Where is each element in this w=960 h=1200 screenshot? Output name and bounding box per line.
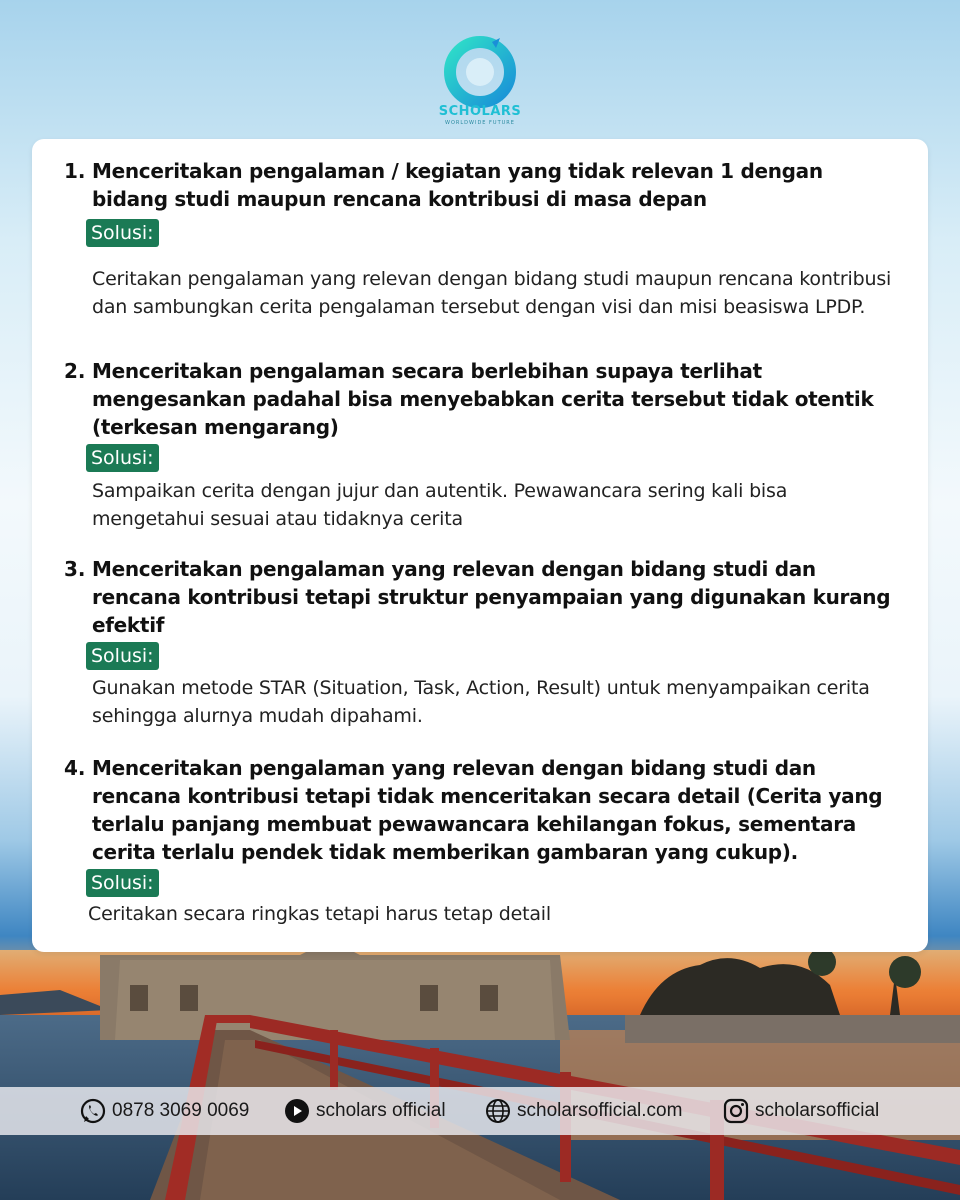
- item-number: 3.: [64, 557, 86, 581]
- contact-bar: [0, 1087, 960, 1135]
- phone-number: 0878 3069 0069: [112, 1100, 250, 1121]
- youtube-contact[interactable]: [284, 1087, 446, 1135]
- item-solution: Ceritakan pengalaman yang relevan dengan bidang studi maupun rencana kontribusi dan sambungkan cerita pengalaman tersebut dengan visi dan misi beasiswa LPDP.: [92, 268, 892, 318]
- item-solution: Gunakan metode STAR (Situation, Task, Action, Result) untuk menyampaikan cerita sehingga alurnya mudah dipahami.: [92, 677, 870, 727]
- youtube-icon: [284, 1098, 310, 1124]
- solution-badge: Solusi:: [86, 869, 159, 897]
- phone-contact[interactable]: [80, 1087, 249, 1135]
- item-number: 2.: [64, 359, 86, 383]
- instagram-icon: [723, 1098, 749, 1124]
- item-number: 1.: [64, 159, 86, 183]
- item-solution: Ceritakan secara ringkas tetapi harus tetap detail: [88, 903, 551, 925]
- instagram-contact[interactable]: [723, 1087, 879, 1135]
- whatsapp-icon: [80, 1098, 106, 1124]
- item-heading: Menceritakan pengalaman secara berlebihan supaya terlihat mengesankan padahal bisa menyebabkan cerita tersebut tidak otentik (terkesan mengarang): [92, 359, 874, 439]
- solution-badge: Solusi:: [86, 642, 159, 670]
- item-heading: Menceritakan pengalaman yang relevan dengan bidang studi dan rencana kontribusi tetapi tidak menceritakan secara detail (Cerita yang terlalu panjang membuat pewawancara kehilangan fokus, sementara cerita terlalu pendek tidak memberikan gambaran yang cukup).: [92, 756, 883, 864]
- item-solution: Sampaikan cerita dengan jujur dan autentik. Pewawancara sering kali bisa mengetahui sesuai atau tidaknya cerita: [92, 480, 788, 530]
- item-heading: Menceritakan pengalaman yang relevan dengan bidang studi dan rencana kontribusi tetapi struktur penyampaian yang digunakan kurang efektif: [92, 557, 891, 637]
- item-number: 4.: [64, 756, 86, 780]
- content-card: [32, 139, 928, 952]
- solution-badge: Solusi:: [86, 219, 159, 247]
- item-heading: Menceritakan pengalaman / kegiatan yang tidak relevan 1 dengan bidang studi maupun rencana kontribusi di masa depan: [92, 159, 823, 211]
- youtube-handle: scholars official: [316, 1100, 446, 1121]
- brand-name: SCHOLARS: [438, 104, 522, 119]
- globe-icon: [485, 1098, 511, 1124]
- solution-badge: Solusi:: [86, 444, 159, 472]
- instagram-handle: scholarsofficial: [755, 1100, 880, 1121]
- brand-tagline: WORLDWIDE FUTURE: [445, 120, 515, 126]
- website-contact[interactable]: [485, 1087, 682, 1135]
- website-url: scholarsofficial.com: [517, 1100, 683, 1121]
